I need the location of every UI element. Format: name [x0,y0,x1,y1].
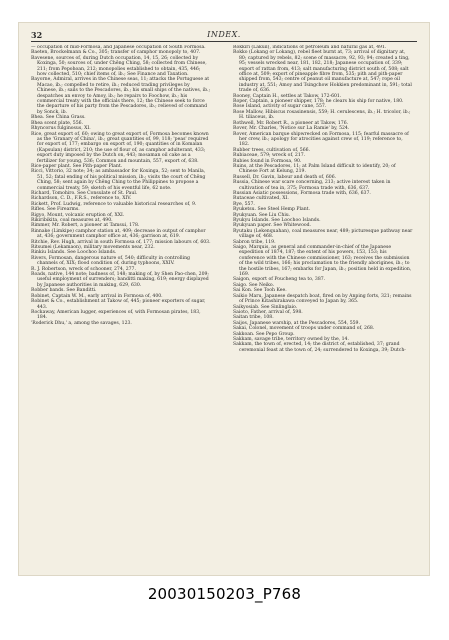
index-entry: — occupation of mid-Formosa, and Japanese occupation of South Formosa. [31,45,206,50]
index-entry: Ryukyuan. See Liu Chiu. [233,212,291,218]
index-entry: Rokko (Lokang or Lokang), rebel fleet burnt at, 73; arrival of dignitary at, 80; captured by rebels, 82; scene of massacre, 92, 93; 94; created a ting, 95; vessels wrecked near, 181, 182, 218; Japanese occupation of, 339; export of rattan from, 413; salt manufacturing district south of, 508; salt office at, 509; export of pineapple fibre from, 535; pith and pith-paper shipped from, 543; centre of peanut oil manufacture at, 547; rope oil industry at, 551; Amoy and Tsingchow Hokkien predominant in, 591; total trade of, 636. [233,50,412,94]
index-entry: Ritchie, Rev. Hugh, arrival in south Formosa of, 177; mission labours of, 603. [31,239,211,245]
index-entry: Roper, Captain, a pioneer shipper, 178; he clears his ship for native, 180. [233,99,404,105]
index-entry: Rubies found in Formosa, 90. [233,158,302,164]
index-entry: Rye, 557. [233,201,255,207]
index-entry: R. J. Robertson, wreck of schooner, 274, 277. [31,266,136,272]
index-entry: Rhyncorus fulginosus, XI. [31,126,91,132]
index-entry: Baeten, Brockelmann & Co., 305; transfer of camphor monopoly to, 407. [31,50,201,56]
index-entry: Rimmer, Mr. Robert, a pioneer at Tamsui, 178. [31,223,140,229]
index-entry: Ryuketsu. See Steel Hemp Plant. [233,207,310,213]
right-column [233,45,413,561]
index-entry: Rice-paper plant. See Pith-paper Plant. [31,163,123,169]
index-entry: Roads, native, 144 note; badness of, 148; making of, by Shen Pao-chen, 209; useful employment of surrenders; banditti making, 619; energy displayed by Japanese authorities in making, 629, 630. [31,272,209,288]
index-entry: Rooney, Captain H., settles at Takow, 172-601. [233,93,342,99]
index-entry: Robber bands. See Banditti. [31,288,97,294]
index-entry: Rothwell, Mr. Robert R., a pioneer at Takow, 176. [233,120,349,126]
index-entry: Rickett, Prof. Ludwig, reference to valuable historical researches of, 9. [31,201,197,207]
index-entry: Rivers, Formosan, dangerous nature of, 540; difficulty in controlling channels of, XIX; flood condition of, during typhoons, XXIV. [31,255,190,267]
page-title: INDEX. [207,30,241,39]
page-number: 32 [31,30,43,40]
index-entry: Sakai, Colonel, movement of troops under command of, 268. [233,326,375,332]
index-entry: Sai Kon. See Tooh Kee. [233,288,287,294]
index-entry: Ryukyu Islands. See Loochoo Islands. [233,218,321,223]
index-entry: Rikiribikita, coal measures at, 490. [31,218,113,223]
index-entry: Rifles. See Firearms. [31,207,80,213]
index-entry: Bayorne, Admiral, arrives in the Chinese seas, 11; attacks the Portuguese at Macao, ib.; compelled to retire, ib.; reduced trading privileges by Chinese, ib.; sails to the Pescadores, ib.; his small ships of the natives, ib.; despatches an envoy to Amoy, ib.; he repairs to Foochow, ib.; his commercial treaty with the officials there, 12; the Chinese seek to force the departure of his party from the Pescadores, ib.; relieved of command by Sonck, ib. [31,77,211,115]
header-rule [31,41,417,42]
left-column [31,45,211,561]
index-entry: Russia, Chinese war scare concerning, 213; active interest taken in cultivation of tea in, 375; Formosa trade with, 636, 637. [233,180,391,191]
index-entry: Rigyo, Mount, volcanic eruption of, XXI. [31,212,125,218]
index-entry: Rose Island, activity of sugar cane, 557. [233,104,327,110]
index-entry: Russell, Dr. Gavin, labour and death of, 606. [233,174,337,180]
scanned-page [18,22,430,576]
index-entry: Ryukyuan paper. See Whitewood. [233,223,311,229]
index-entry: Bavesene, sources of, during Dutch occupation, 14, 15, 26; collected by Koxinga, 50; sources of, under Chêng Ching, 58; collected from Chinese, 211; from Pepohoan, 212; monopolies established to obtain, 435, 446; how collected, 510; chief items of, ib.; See Finance and Taxation. [31,55,207,78]
index-entry: Sakkam, the town of, erected, 14; the district of, established, 37; grand ceremonial feast at the town of, 24; surrendered to Koxinga, 39; Dutch- [233,342,406,353]
index-entry: Rutaceae cultivated, XI. [233,196,289,202]
index-entry: Ruins, at the Pescadores, 11; at Palm Island difficult to identify, 20; of Chinese Fort at Kelung, 219. [233,163,396,175]
index-entry: Ryutaku (Lekenquahan), coal measures near, 489; picturesque pathway near village of, 468. [233,228,413,240]
index-entry: Rover, Mr. Charles, 'Notice sur La Ramie' by, 524. [233,126,350,132]
index-entry: Robinet, Captain W. M., early arrival in Formosa of, 400. [31,293,163,299]
index-entry: Robinet & Co., establishment at Takow of, 445; pioneer exporters of sugar, 443. [31,299,206,310]
index-entry: Rose Mallow, Hibiscus rosasinensis, 559; H. cerulescens, ib.; H. tricolor, ib.; H. tiliaceus, ib. [233,109,411,121]
index-entry: Richardson, C. D., F.R.S., reference to, XIV. [31,196,132,202]
index-entry: Ricci, Vittorio, 32 note; 34; as ambassador for Koxinga, 52; sent to Manila, 51, 52; fatal ending of his political mission, ib.; visits the court of Chêng Ching, 58; sent again by Chêng Ching to the Philippines to propose a commercial treaty, 59; sketch of his eventful life, 62 note. [31,169,206,191]
index-entry: Rinnake (Limkipe) camphor station at, 409; decrease in output of camphor at, 436; government camphor office at, 436; garrison at, 619. [31,228,206,240]
index-entry: Sabron tribe, 119. [233,239,276,245]
index-entry: Richard, Tomohiro. See Consulate of St. Paul. [31,190,138,196]
index-entry: Rockaway, American lugger, experiences of, with Formosan pirates, 183, 184. [31,309,201,321]
index-entry: Saijos, Japanese warship, at the Pescadores, 554, 559. [233,320,360,326]
index-entry: Sakkoan. See Pepo Group. [233,331,295,337]
index-entry: Bhea scent plate, 556. [31,120,84,126]
index-entry: Saigon, export of Poucheng tea to, 387. [233,277,326,283]
page-header [29,28,419,40]
index-entry: Saikyosiab. See Sinlinglaio. [233,304,298,310]
index-entry: Rokkiri (Lakuil), indications of petroleum and natural gas at, 491. [233,45,387,50]
index-entry: Saitan tribe, 108. [233,315,274,321]
index-entry: Rice, great export of, 60; owing to great export of, Formosa becomes known as the 'Granary of China', ib.; great quantities of, 99, 118; 'peas' required for export of, 177; embargo on export of, 190; quantities of in Komalan (Kapsulan) district, 210; the use of flour of, as camphor adulterant, 433; export duty imposed by the Dutch on, 443; mosaman oil cake as a fertilizer for young, 536; Common and mountain, 557, export of, 638. [31,131,209,164]
index-entry: Saikio Maru, Japanese despatch boat, fired on by Anping forts, 321; remains of Prince Kitashirakawa conveyed to Japan by, 365. [233,293,412,305]
index-entry: Rubber trees, cultivation of, 566. [233,147,311,153]
index-entry: Rinkiu Islands. See Loochoo Islands. [31,250,117,256]
index-entry: Saigo. See Neiko. [233,282,275,288]
index-entry: Saigo, Marquis, as general and commander-in-chief of the Japanese expedition of 1874, 187; the extent of his powers, 153, 153; his conference with the Chinese commissioner, 163; receives the submission of the wild tribes, 166; his proclamation to the friendly aborigines, ib.; to the hostile tribes, 167; embarks for Japan, ib.; position held in expedition, 169. [233,245,412,278]
image-id-caption: 20030150203_P768 [147,585,302,603]
index-entry: Ritsumei (Lekamaon), military movements near, 232. [31,245,155,251]
index-entry: Saioto, Father, arrival of, 598. [233,309,303,315]
index-entry: Rubiaceae, 579; wreck of, 217. [233,153,306,159]
index-entry: Rover, American barque shipwrecked on Formosa, 115; fearful massacre of her crew, ib.; apology for atrocities against crew of, 119; reference to, 182. [233,131,409,148]
index-entry: 'Roderick Dhu,' a, among the savages, 123. [31,320,132,326]
index-entry: Russian Asiatic possessions, Formosa trade with, 636, 637. [233,190,371,196]
index-entry: Bhea. See China Grass. [31,115,86,121]
index-entry: Sakkam, savage tribe, territory owned by the, 14. [233,336,349,342]
